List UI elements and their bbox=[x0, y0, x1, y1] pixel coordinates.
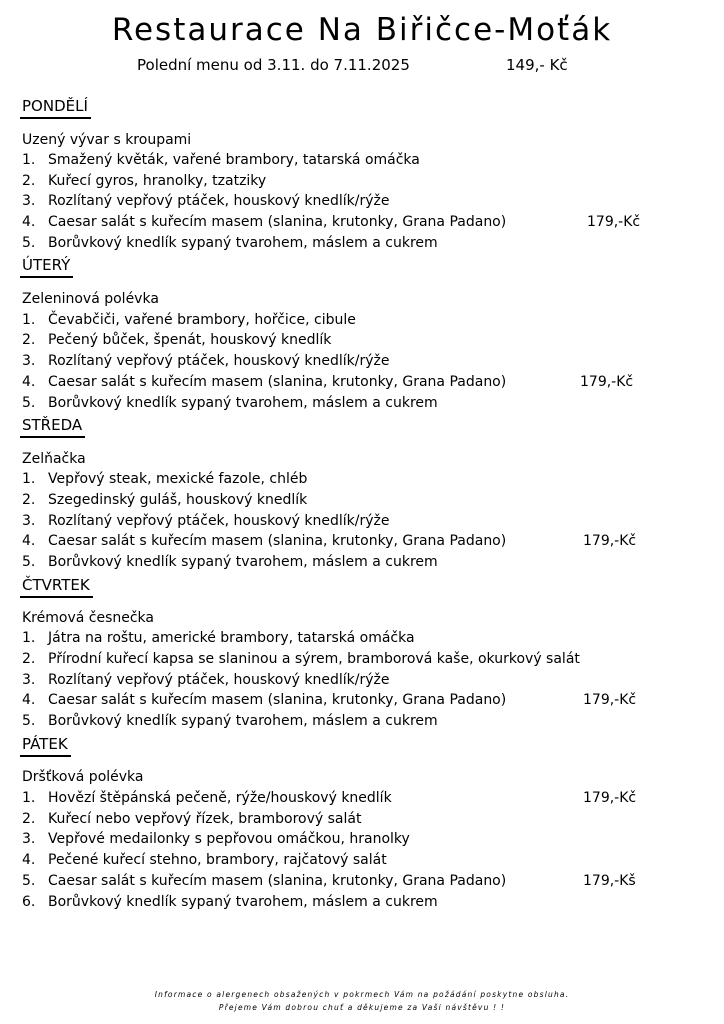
item-price: 179,-Kš bbox=[583, 873, 636, 889]
menu-item: 4. Caesar salát s kuřecím masem (slanina, krutonky, Grana Padano) bbox=[22, 692, 507, 708]
menu-item: 5. Caesar salát s kuřecím masem (slanina, krutonky, Grana Padano) bbox=[22, 873, 507, 889]
menu-item: 3. Rozlítaný vepřový ptáček, houskový knedlík/rýže bbox=[22, 672, 390, 688]
menu-item: 5. Borůvkový knedlík sypaný tvarohem, máslem a cukrem bbox=[22, 235, 438, 251]
allergen-note: Informace o alergenech obsažených v pokrmech Vám na požádání poskytne obsluha. bbox=[154, 990, 570, 999]
menu-item: 3. Rozlítaný vepřový ptáček, houskový knedlík/rýže bbox=[22, 353, 390, 369]
day-heading-tuesday bbox=[22, 256, 70, 274]
menu-item: 1. Játra na roštu, americké brambory, tatarská omáčka bbox=[22, 630, 415, 646]
menu-item: 2. Přírodní kuřecí kapsa se slaninou a sýrem, bramborová kaše, okurkový salát bbox=[22, 651, 580, 667]
day-underline bbox=[20, 596, 93, 598]
item-price: 179,-Kč bbox=[587, 214, 641, 230]
day-heading-friday bbox=[22, 735, 68, 753]
soup-monday: Uzený vývar s kroupami bbox=[22, 132, 192, 148]
soup-friday: Dršťková polévka bbox=[22, 769, 144, 785]
menu-item: 2. Kuřecí gyros, hranolky, tzatziky bbox=[22, 173, 267, 189]
menu-price: 149,- Kč bbox=[506, 56, 568, 74]
menu-item: 3. Vepřové medailonky s pepřovou omáčkou, hranolky bbox=[22, 831, 410, 847]
day-underline bbox=[20, 436, 85, 438]
menu-item: 1. Čevabčiči, vařené brambory, hořčice, cibule bbox=[22, 312, 356, 328]
menu-item: 6. Borůvkový knedlík sypaný tvarohem, máslem a cukrem bbox=[22, 894, 438, 910]
menu-item: 5. Borůvkový knedlík sypaný tvarohem, máslem a cukrem bbox=[22, 395, 438, 411]
menu-item: 1. Vepřový steak, mexické fazole, chléb bbox=[22, 471, 308, 487]
day-name: ÚTERÝ bbox=[22, 256, 71, 274]
day-name: STŘEDA bbox=[22, 416, 83, 434]
day-heading-thursday bbox=[22, 576, 90, 594]
menu-item: 4. Caesar salát s kuřecím masem (slanina, krutonky, Grana Padano) bbox=[22, 533, 507, 549]
soup-thursday: Krémová česnečka bbox=[22, 610, 154, 626]
day-name: PÁTEK bbox=[22, 735, 68, 753]
page-title: Restaurace Na Biřičce-Moťák bbox=[111, 12, 613, 48]
day-underline bbox=[20, 117, 91, 119]
menu-item: 1. Smažený květák, vařené brambory, tatarská omáčka bbox=[22, 152, 420, 168]
menu-item: 5. Borůvkový knedlík sypaný tvarohem, máslem a cukrem bbox=[22, 554, 438, 570]
menu-item: 2. Szegedinský guláš, houskový knedlík bbox=[22, 492, 308, 508]
menu-item: 4. Caesar salát s kuřecím masem (slanina, krutonky, Grana Padano) bbox=[22, 214, 507, 230]
day-heading-monday bbox=[22, 97, 88, 115]
soup-tuesday: Zeleninová polévka bbox=[22, 291, 159, 307]
item-price: 179,-Kč bbox=[583, 533, 637, 549]
menu-item: 2. Kuřecí nebo vepřový řízek, bramborový salát bbox=[22, 811, 362, 827]
menu-item: 2. Pečený bůček, špenát, houskový knedlík bbox=[22, 332, 332, 348]
soup-wednesday: Zelňačka bbox=[22, 451, 86, 467]
item-price: 179,-Kč bbox=[580, 374, 634, 390]
menu-item: 3. Rozlítaný vepřový ptáček, houskový knedlík/rýže bbox=[22, 513, 390, 529]
menu-item: 4. Caesar salát s kuřecím masem (slanina, krutonky, Grana Padano) bbox=[22, 374, 507, 390]
day-heading-wednesday bbox=[22, 416, 82, 434]
item-price: 179,-Kč bbox=[583, 790, 637, 806]
day-name: ČTVRTEK bbox=[22, 576, 90, 594]
thank-you-note: Přejeme Vám dobrou chuť a děkujeme za Vaši návštěvu ! ! bbox=[218, 1003, 506, 1012]
menu-item: 5. Borůvkový knedlík sypaný tvarohem, máslem a cukrem bbox=[22, 713, 438, 729]
menu-item: 4. Pečené kuřecí stehno, brambory, rajčatový salát bbox=[22, 852, 387, 868]
day-underline bbox=[20, 276, 73, 278]
item-price: 179,-Kč bbox=[583, 692, 637, 708]
day-name: PONDĚLÍ bbox=[22, 97, 88, 115]
day-underline bbox=[20, 755, 71, 757]
menu-item: 3. Rozlítaný vepřový ptáček, houskový knedlík/rýže bbox=[22, 193, 390, 209]
menu-item: 1. Hovězí štěpánská pečeně, rýže/houskový knedlík bbox=[22, 790, 392, 806]
menu-subtitle: Polední menu od 3.11. do 7.11.2025 bbox=[137, 56, 410, 74]
